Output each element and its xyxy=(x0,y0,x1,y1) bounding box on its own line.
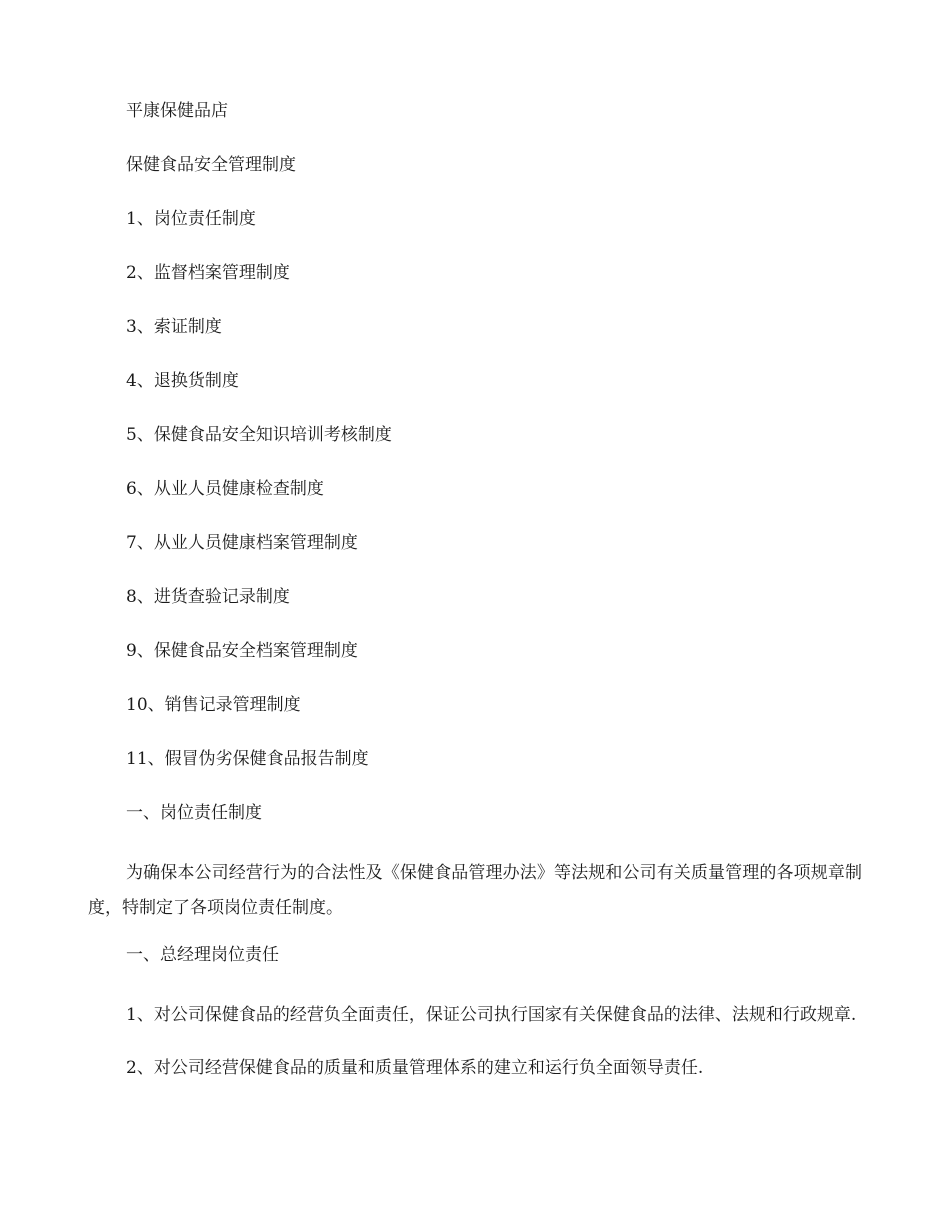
toc-item: 11、假冒伪劣保健食品报告制度 xyxy=(126,749,369,769)
toc-item: 2、监督档案管理制度 xyxy=(126,263,290,283)
store-name: 平康保健品店 xyxy=(126,101,228,121)
toc-item: 6、从业人员健康检查制度 xyxy=(126,479,324,499)
subsection-heading: 一、总经理岗位责任 xyxy=(126,945,279,965)
toc-item: 7、从业人员健康档案管理制度 xyxy=(126,533,358,553)
toc-item: 9、保健食品安全档案管理制度 xyxy=(126,641,358,661)
toc-item: 1、岗位责任制度 xyxy=(126,209,256,229)
document-title: 保健食品安全管理制度 xyxy=(126,155,296,175)
section-heading: 一、岗位责任制度 xyxy=(126,803,262,823)
duty-item: 1、对公司保健食品的经营负全面责任，保证公司执行国家有关保健食品的法律、法规和行政规章. xyxy=(126,1005,857,1025)
intro-paragraph: 为确保本公司经营行为的合法性及《保健食品管理办法》等法规和公司有关质量管理的各项规章制度，特制定了各项岗位责任制度。 xyxy=(88,863,862,918)
toc-item: 5、保健食品安全知识培训考核制度 xyxy=(126,425,392,445)
toc-item: 3、索证制度 xyxy=(126,317,222,337)
duty-item: 2、对公司经营保健食品的质量和质量管理体系的建立和运行负全面领导责任. xyxy=(126,1058,704,1078)
toc-item: 8、进货查验记录制度 xyxy=(126,587,290,607)
toc-item: 10、销售记录管理制度 xyxy=(126,695,301,715)
toc-item: 4、退换货制度 xyxy=(126,371,239,391)
